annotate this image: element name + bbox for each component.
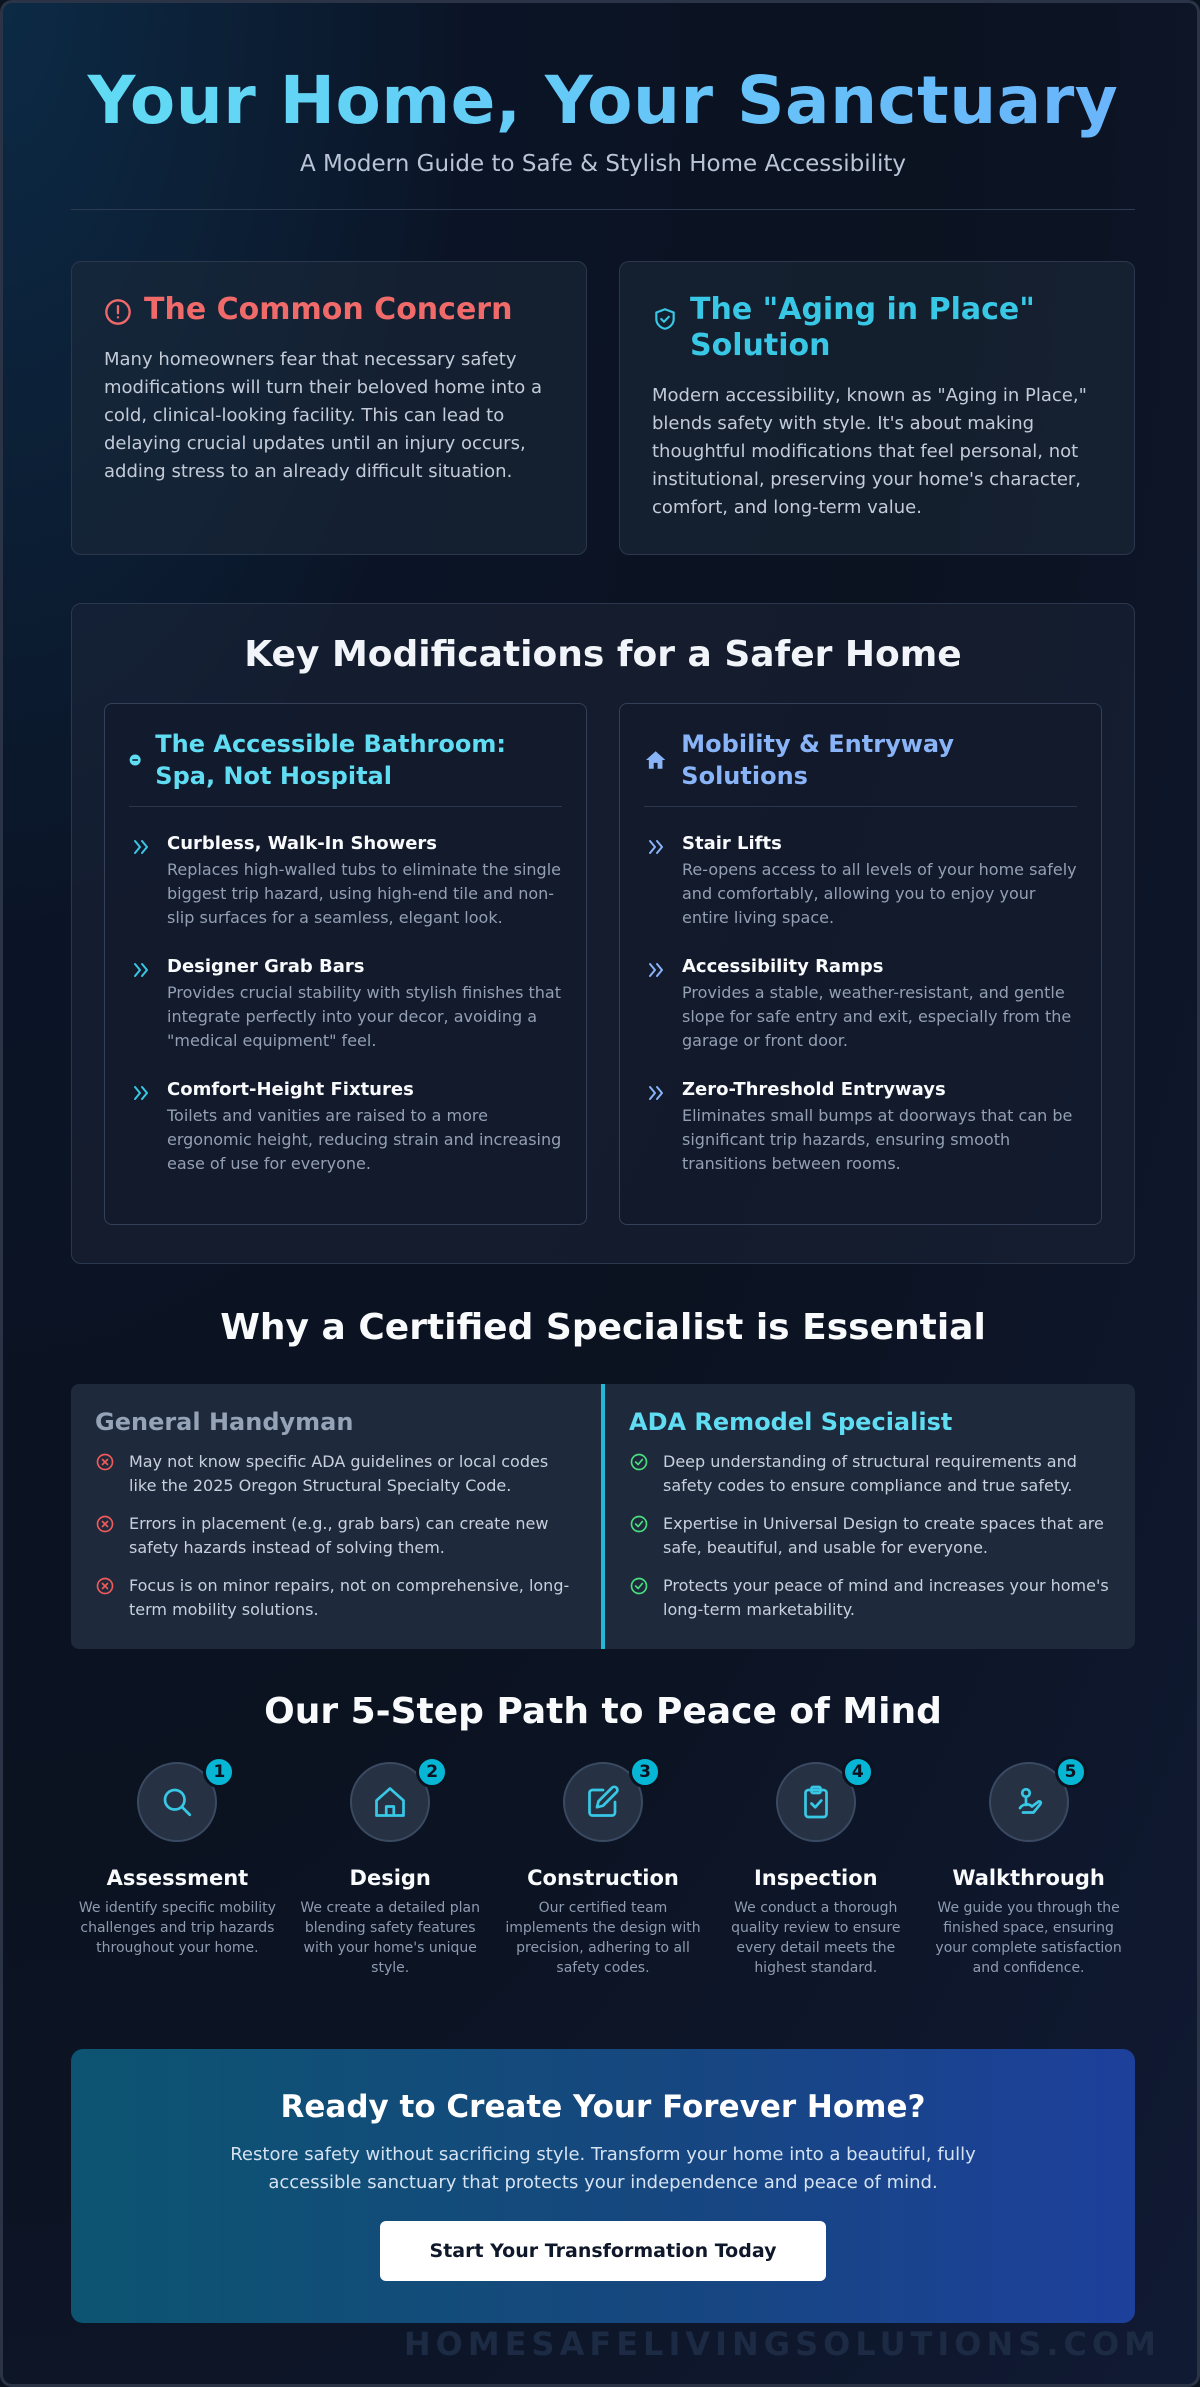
step-circle <box>989 1762 1077 1842</box>
steps-title: Our 5-Step Path to Peace of Mind <box>264 1691 942 1732</box>
step-circle <box>350 1762 439 1842</box>
list-item <box>129 1079 562 1176</box>
x-circle-icon <box>95 1576 115 1596</box>
x-circle-icon <box>95 1514 115 1534</box>
step-item <box>497 1762 710 1978</box>
item-text: Errors in placement (e.g., grab bars) can create new safety hazards instead of solving them. <box>129 1514 549 1557</box>
why-title: Why a Certified Specialist is Essential <box>220 1307 986 1348</box>
chevrons-right-icon <box>129 958 153 982</box>
hero-section <box>71 61 1135 210</box>
step-item <box>284 1762 497 1978</box>
step-number-badge: 2 <box>416 1756 448 1788</box>
handyman-column <box>71 1384 601 1649</box>
item-text: Replaces high-walled tubs to eliminate the single biggest trip hazard, using high-end tile and non-slip surfaces for a seamless, elegant look. <box>167 860 561 927</box>
step-text: We identify specific mobility challenges and trip hazards throughout your home. <box>78 1900 276 1956</box>
item-text: Provides a stable, weather-resistant, and gentle slope for safe entry and exit, especially from the garage or front door. <box>682 983 1072 1050</box>
step-text: We guide you through the finished space, ensuring your complete satisfaction and confidence. <box>935 1900 1122 1976</box>
step-circle <box>563 1762 651 1842</box>
step-number-badge: 5 <box>1055 1756 1087 1788</box>
clipboard-check-icon <box>798 1784 834 1820</box>
item-title: Designer Grab Bars <box>167 956 365 977</box>
edit-icon <box>585 1784 621 1820</box>
chevrons-right-icon <box>644 1081 668 1105</box>
check-circle-icon <box>629 1452 649 1472</box>
specialist-title: ADA Remodel Specialist <box>629 1408 953 1436</box>
step-title: Construction <box>527 1866 679 1890</box>
cta-section <box>71 2049 1135 2323</box>
minus-circle-icon <box>129 751 141 769</box>
solution-card <box>619 261 1135 555</box>
step-title: Walkthrough <box>952 1866 1105 1890</box>
check-circle-icon <box>629 1576 649 1596</box>
cta-title: Ready to Create Your Forever Home? <box>280 2089 926 2125</box>
item-text: Deep understanding of structural requirements and safety codes to ensure compliance and true safety. <box>663 1452 1077 1495</box>
step-item <box>71 1762 284 1978</box>
hand-key-icon <box>1011 1784 1047 1820</box>
page-title: Your Home, Your Sanctuary <box>71 61 1135 141</box>
list-item <box>95 1574 577 1622</box>
handyman-title: General Handyman <box>95 1408 354 1436</box>
key-modifications-title: Key Modifications for a Safer Home <box>244 634 962 675</box>
item-text: Toilets and vanities are raised to a more ergonomic height, reducing strain and increasing ease of use for everyone. <box>167 1106 562 1173</box>
key-modifications-section <box>71 603 1135 1264</box>
step-circle <box>137 1762 226 1842</box>
step-item <box>922 1762 1135 1978</box>
list-item <box>95 1450 577 1498</box>
list-item <box>629 1450 1111 1498</box>
why-specialist-section <box>71 1307 1135 1649</box>
concern-title: The Common Concern <box>144 292 513 327</box>
specialist-column <box>605 1384 1135 1649</box>
page-subtitle: A Modern Guide to Safe & Stylish Home Accessibility <box>299 151 907 177</box>
home-outline-icon <box>372 1784 408 1820</box>
list-item <box>95 1512 577 1560</box>
item-text: Eliminates small bumps at doorways that can be significant trip hazards, ensuring smooth transitions between rooms. <box>682 1106 1073 1173</box>
cta-text: Restore safety without sacrificing style. Transform your home into a beautiful, fully accessible sanctuary that protects your independence and peace of mind. <box>230 2144 976 2193</box>
step-text: Our certified team implements the design with precision, adhering to all safety codes. <box>505 1900 701 1976</box>
item-text: Focus is on minor repairs, not on comprehensive, long-term mobility solutions. <box>129 1576 570 1619</box>
comparison-panel <box>71 1384 1135 1649</box>
step-text: We create a detailed plan blending safety features with your home's unique style. <box>300 1900 480 1976</box>
step-circle <box>776 1762 864 1842</box>
shield-check-icon <box>652 306 678 332</box>
step-number-badge: 1 <box>203 1756 235 1788</box>
item-title: Stair Lifts <box>682 833 782 854</box>
step-number-badge: 3 <box>629 1756 661 1788</box>
step-item <box>709 1762 922 1978</box>
step-text: We conduct a thorough quality review to ensure every detail meets the highest standard. <box>731 1900 901 1976</box>
list-item <box>129 833 562 930</box>
solution-text: Modern accessibility, known as "Aging in Place," blends safety with style. It's about making thoughtful modifications that feel personal, not institutional, preserving your home's character, comfort, and long-term value. <box>652 385 1087 518</box>
watermark: HOMESAFELIVINGSOLUTIONS.COM <box>403 2325 1161 2363</box>
item-title: Comfort-Height Fixtures <box>167 1079 414 1100</box>
item-text: Provides crucial stability with stylish finishes that integrate perfectly into your decor, avoiding a "medical equipment" feel. <box>167 983 562 1050</box>
item-title: Accessibility Ramps <box>682 956 884 977</box>
bathroom-card <box>104 703 587 1225</box>
chevrons-right-icon <box>129 1081 153 1105</box>
list-item <box>644 833 1077 930</box>
step-number-badge: 4 <box>842 1756 874 1788</box>
item-text: Expertise in Universal Design to create spaces that are safe, beautiful, and usable for everyone. <box>663 1514 1104 1557</box>
concern-solution-section <box>71 261 1135 555</box>
search-icon <box>159 1784 195 1820</box>
hero-divider <box>71 209 1135 210</box>
list-item <box>629 1512 1111 1560</box>
item-title: Zero-Threshold Entryways <box>682 1079 946 1100</box>
chevrons-right-icon <box>644 958 668 982</box>
item-text: Protects your peace of mind and increases your home's long-term marketability. <box>663 1576 1109 1619</box>
mobility-title: Mobility & Entryway Solutions <box>681 730 954 790</box>
start-transformation-button[interactable]: Start Your Transformation Today <box>380 2221 826 2281</box>
solution-title: The "Aging in Place" Solution <box>690 292 1035 363</box>
list-item <box>644 956 1077 1053</box>
list-item <box>644 1079 1077 1176</box>
check-circle-icon <box>629 1514 649 1534</box>
bathroom-title: The Accessible Bathroom: Spa, Not Hospital <box>155 730 506 790</box>
step-title: Inspection <box>753 1866 878 1890</box>
step-title: Assessment <box>106 1866 249 1890</box>
item-text: Re-opens access to all levels of your home safely and comfortably, allowing you to enjoy your entire living space. <box>682 860 1077 927</box>
mobility-card <box>619 703 1102 1225</box>
concern-card <box>71 261 587 555</box>
alert-circle-icon <box>104 298 132 326</box>
step-title: Design <box>349 1866 431 1890</box>
chevrons-right-icon <box>129 835 153 859</box>
item-title: Curbless, Walk-In Showers <box>167 833 438 854</box>
chevrons-right-icon <box>644 835 668 859</box>
home-icon <box>644 748 667 772</box>
list-item <box>129 956 562 1053</box>
concern-text: Many homeowners fear that necessary safety modifications will turn their beloved home into a cold, clinical-looking facility. This can lead to delaying crucial updates until an injury occurs, adding stress to an already difficult situation. <box>104 349 542 482</box>
x-circle-icon <box>95 1452 115 1472</box>
item-text: May not know specific ADA guidelines or local codes like the 2025 Oregon Structural Specialty Code. <box>129 1452 549 1495</box>
list-item <box>629 1574 1111 1622</box>
steps-section <box>71 1691 1135 1978</box>
